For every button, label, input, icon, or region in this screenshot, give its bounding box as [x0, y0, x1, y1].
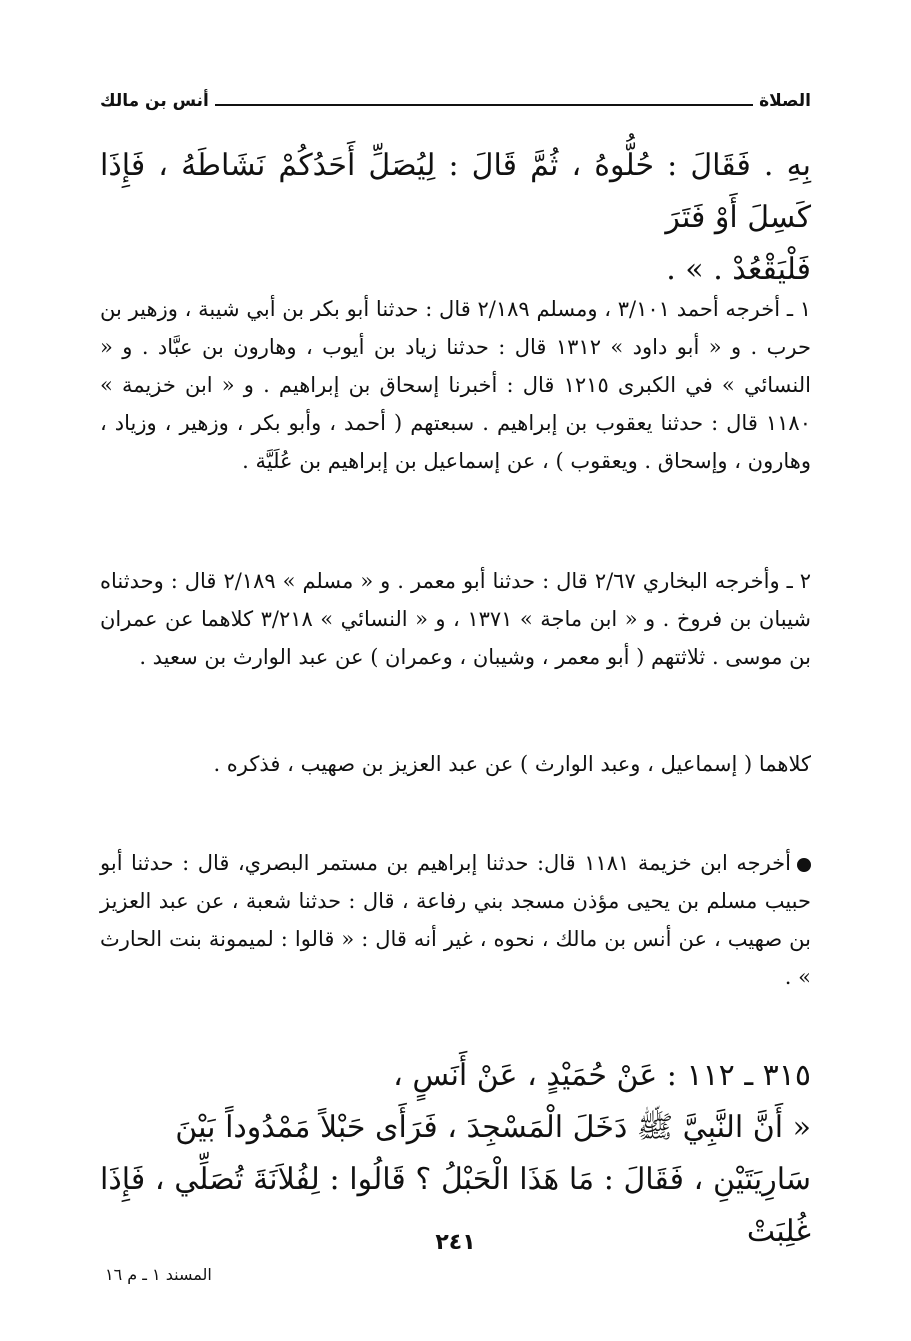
header-rule	[215, 104, 753, 106]
hadith-line: بِهِ . فَقَالَ : حُلُّوهُ ، ثُمَّ قَالَ : لِيُصَلِّ أَحَدُكُمْ نَشَاطَهُ ، فَإِذَا كَسِلَ أَوْ فَتَرَ	[100, 148, 811, 235]
footnote-text: كلاهما ( إسماعيل ، وعبد الوارث ) عن عبد العزيز بن صهيب ، فذكره .	[213, 752, 811, 776]
running-header	[100, 88, 811, 114]
footnote-text: ١ ـ أخرجه أحمد ٣/١٠١ ، ومسلم ٢/١٨٩ قال : حدثنا أبو بكر بن أبي شيبة ، وزهير بن حرب . و « أبو داود » ١٣١٢ قال : حدثنا زياد بن أيوب ، وهارون بن عبَّاد . و « النسائي » في الكبرى ١٢١٥ قال : أخبرنا إسحاق بن إبراهيم . و « ابن خزيمة » ١١٨٠ قال : حدثنا يعقوب بن إبراهيم . سبعتهم ( أحمد ، وأبو بكر ، وزهير ، وزياد ، وهارون ، وإسحاق . ويعقوب ) ، عن إسماعيل بن إبراهيم بن عُلَيَّة .	[100, 297, 811, 473]
footnote-3	[100, 745, 811, 783]
page-number: ٢٤١	[435, 1230, 476, 1255]
hadith-315	[100, 1050, 811, 1258]
footnote-text	[100, 844, 811, 996]
bullet-dot-icon	[797, 858, 811, 872]
hadith-heading: ٣١٥ ـ ١١٢ : عَنْ حُمَيْدٍ ، عَنْ أَنَسٍ ،	[393, 1058, 811, 1093]
hadith-line: فَلْيَقْعُدْ . » .	[666, 252, 811, 287]
hadith-line: سَارِيَتَيْنِ ، فَقَالَ : مَا هَذَا الْحَبْلُ ؟ قَالُوا : لِفُلاَنَةَ تُصَلِّي ، فَإِذَا غُلِبَتْ	[100, 1162, 811, 1249]
header-right-title: الصلاة	[759, 91, 811, 111]
header-left-title: أنس بن مالك	[100, 91, 209, 111]
volume-signature: المسند ١ ـ م ١٦	[105, 1265, 212, 1284]
footnote-4	[100, 844, 811, 996]
footnote-text: ٢ ـ وأخرجه البخاري ٢/٦٧ قال : حدثنا أبو معمر . و « مسلم » ٢/١٨٩ قال : وحدثناه شيبان بن فروخ . و « ابن ماجة » ١٣٧١ ، و « النسائي » ٣/٢١٨ كلاهما عن عمران بن موسى . ثلاثتهم ( أبو معمر ، وشيبان ، وعمران ) عن عبد الوارث بن سعيد .	[100, 569, 812, 669]
hadith-line: « أَنَّ النَّبِيَّ ﷺ دَخَلَ الْمَسْجِدَ ، فَرَأَى حَبْلاً مَمْدُوداً بَيْنَ	[175, 1110, 811, 1145]
hadith-continuation	[100, 140, 811, 296]
footnote-2	[100, 562, 811, 676]
footnote-1	[100, 290, 811, 480]
footnote-4-text: أخرجه ابن خزيمة ١١٨١ قال: حدثنا إبراهيم بن مستمر البصري، قال : حدثنا أبو حبيب مسلم بن يحيى مؤذن مسجد بني رفاعة ، قال : حدثنا شعبة ، عن عبد العزيز بن صهيب ، عن أنس بن مالك ، نحوه ، غير أنه قال : « قالوا : لميمونة بنت الحارث » .	[100, 851, 811, 989]
